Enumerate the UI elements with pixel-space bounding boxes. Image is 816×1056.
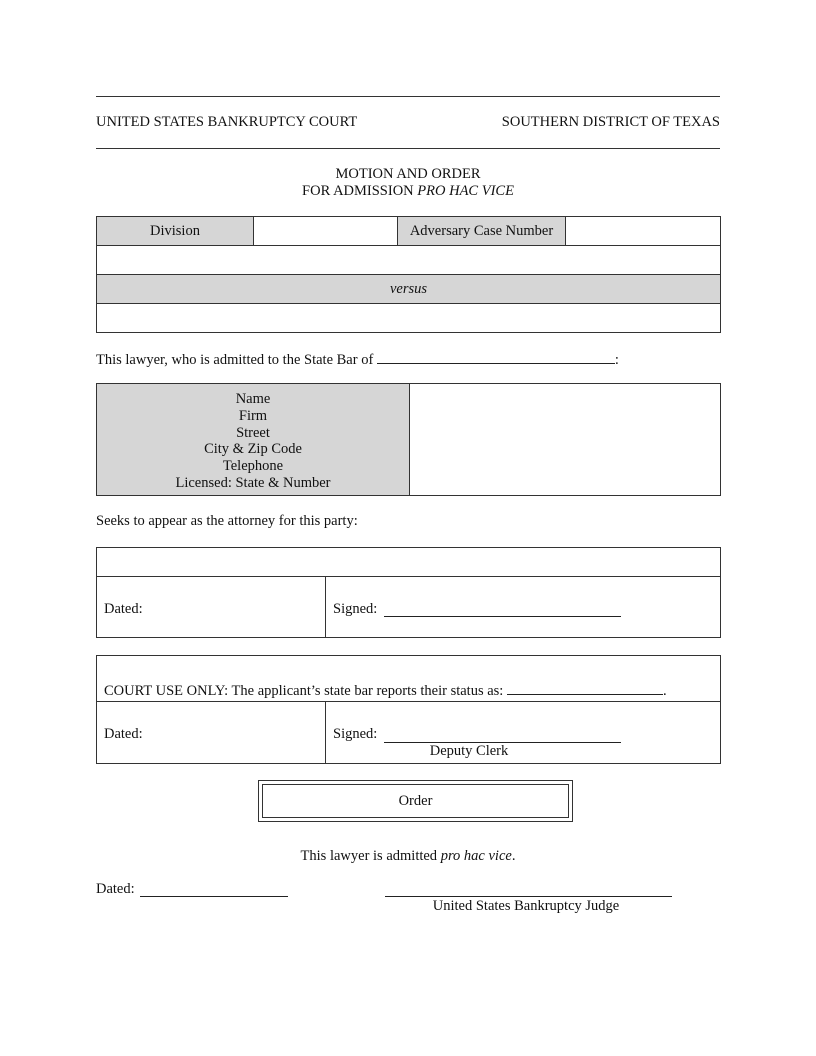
label-city-zip: City & Zip Code	[204, 441, 302, 458]
court-dated-label: Dated:	[104, 726, 143, 742]
title-line-1: MOTION AND ORDER	[335, 166, 481, 182]
party-signed-label: Signed:	[333, 601, 378, 617]
versus-row	[97, 275, 720, 304]
court-use-suffix: .	[662, 683, 667, 699]
label-street: Street	[236, 424, 270, 441]
form-title	[96, 166, 720, 200]
party-table	[96, 547, 721, 638]
title-line-2-prefix: FOR ADMISSION	[302, 183, 418, 199]
court-use-row	[97, 656, 720, 702]
adversary-case-number-field[interactable]	[566, 217, 720, 246]
order-label: Order	[398, 793, 433, 809]
state-bar-field[interactable]	[377, 349, 615, 364]
order-dated-line[interactable]	[140, 896, 288, 897]
admission-statement	[96, 848, 720, 865]
label-name: Name	[235, 391, 271, 407]
court-use-table	[96, 655, 721, 764]
division-label: Division	[150, 223, 200, 239]
lawyer-info-field[interactable]	[410, 384, 720, 495]
versus-label: versus	[389, 281, 428, 297]
court-use-text: COURT USE ONLY: The applicant’s state bar reports their status as:	[104, 683, 504, 699]
order-dated-label: Dated:	[96, 881, 135, 897]
case-table	[96, 216, 721, 333]
party-1-field[interactable]	[97, 246, 720, 275]
admission-prefix: This lawyer is admitted	[300, 848, 441, 864]
party-statement: Seeks to appear as the attorney for this party:	[96, 513, 358, 529]
court-dated-cell[interactable]	[97, 702, 326, 763]
district-name: SOUTHERN DISTRICT OF TEXAS	[501, 114, 720, 130]
header-bottom-rule	[96, 148, 720, 149]
state-bar-statement	[96, 349, 619, 369]
party-signed-cell[interactable]	[326, 577, 720, 637]
order-box-inner	[262, 784, 569, 818]
judge-title: United States Bankruptcy Judge	[432, 898, 620, 914]
label-telephone: Telephone	[222, 458, 284, 475]
bar-status-field[interactable]	[507, 680, 663, 695]
division-field[interactable]	[254, 217, 398, 246]
title-line-2-italic: PRO HAC VICE	[417, 183, 514, 199]
lawyer-info-labels	[97, 384, 410, 495]
label-licensed: Licensed: State & Number	[175, 474, 331, 491]
lawyer-info-table	[96, 383, 721, 496]
order-box	[258, 780, 573, 822]
party-2-field[interactable]	[97, 304, 720, 332]
party-dated-label: Dated:	[104, 601, 143, 617]
state-bar-suffix: :	[614, 352, 619, 368]
title-line-2	[96, 183, 720, 200]
state-bar-text: This lawyer, who is admitted to the State Bar of	[96, 352, 374, 368]
party-dated-cell[interactable]	[97, 577, 326, 637]
adversary-label: Adversary Case Number	[409, 223, 554, 239]
adversary-label-cell	[398, 217, 566, 246]
party-signature-line[interactable]	[384, 616, 621, 617]
admission-italic: pro hac vice	[440, 848, 512, 864]
court-name: UNITED STATES BANKRUPTCY COURT	[96, 114, 358, 130]
party-field[interactable]	[97, 548, 720, 577]
court-signed-label: Signed:	[333, 726, 378, 742]
header-top-rule	[96, 96, 720, 97]
label-firm: Firm	[238, 407, 268, 424]
admission-suffix: .	[511, 848, 516, 864]
division-label-cell	[97, 217, 254, 246]
judge-signature-line[interactable]	[385, 896, 672, 897]
deputy-clerk-title: Deputy Clerk	[429, 743, 509, 759]
